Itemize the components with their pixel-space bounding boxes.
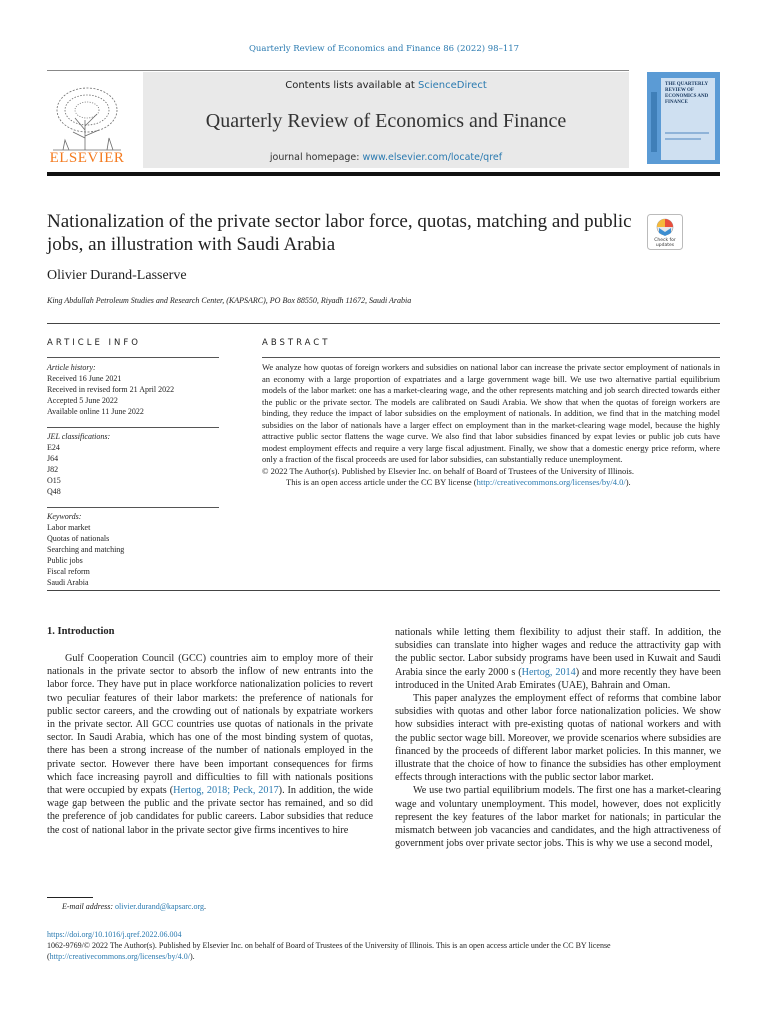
keyword-item: Saudi Arabia	[47, 578, 89, 587]
abstract-license	[286, 477, 720, 489]
keyword-item: Public jobs	[47, 556, 83, 565]
p1-text-b: ). In addition, the wide wage gap between the public and the private sector has remained, and so did the preference of job candidates for public careers. Labor subsidies that reduce the cost of national labor in the private sector give firms incentives to hire	[47, 785, 373, 836]
history-accepted: Accepted 5 June 2022	[47, 396, 118, 405]
journal-citation[interactable]: Quarterly Review of Economics and Finance 86 (2022) 98–117	[248, 44, 520, 54]
keywords-list	[47, 511, 219, 588]
footnote-rule	[47, 897, 93, 898]
doi-link[interactable]: https://doi.org/10.1016/j.qref.2022.06.004	[47, 930, 182, 939]
p1-cont-text-b: ) and more recently they have been introduced in the United Arab Emirates (UAE), Bahrain and Oman.	[395, 666, 722, 691]
issn-license-line	[47, 940, 720, 962]
body-column-left	[47, 652, 373, 837]
homepage-link[interactable]: www.elsevier.com/locate/qref	[362, 152, 503, 163]
abstract-text: We analyze how quotas of foreign workers and subsidies on national labor can increase the private sector employment of nationals in an economy with a large proportion of expatriates and a large government wage bill. We use two alternative partial equilibrium models of the labor market: one has a market-clearing wage, and the other represents matching and job search directed towards either the public or the private sector. The models are calibrated on Saudi Arabia. We show that when the quotas of foreign workers are binding, they reduce the impact of labor subsidies on the employment of nationals. In addition, we find that in the matching model subsidies on the labor of nationals have a larger effect on employment than in the market-clearing wage model, because the highly attractive public sector flattens the wage curve. We also find that labor subsidies financed by expat levies or public job cuts have modest employment effects and require a very large fiscal adjustment. Finally, we show that a domestic energy price reform, where only a fraction of the fiscal proceeds are used for labor subsidies, can substantially reduce unemployment.	[262, 362, 720, 464]
email-footnote	[62, 902, 206, 911]
section-rule	[47, 323, 720, 324]
abstract-heading: ABSTRACT	[262, 338, 331, 348]
jel-item: J82	[47, 465, 59, 474]
citation-hertog-peck[interactable]: Hertog, 2018; Peck, 2017	[173, 785, 279, 797]
keyword-item: Quotas of nationals	[47, 534, 110, 543]
contents-prefix: Contents lists available at	[285, 80, 415, 91]
author-name[interactable]: Olivier Durand-Lasserve	[47, 268, 187, 283]
author-affiliation: King Abdullah Petroleum Studies and Research Center, (KAPSARC), PO Box 88550, Riyadh 11672, Saudi Arabia	[47, 296, 412, 305]
jel-classifications	[47, 431, 219, 497]
license-suffix: ).	[625, 477, 631, 487]
jel-rule	[47, 427, 219, 428]
issn-suffix: ).	[189, 952, 195, 961]
issn-text: 1062-9769/© 2022 The Author(s). Published by Elsevier Inc. on behalf of Board of Trustees of the University of Illinois. This is an open access article under the CC BY license (	[47, 941, 611, 961]
cover-title: THE QUARTERLY REVIEW OF ECONOMICS AND FINANCE	[665, 82, 709, 105]
article-info-rule	[47, 357, 219, 358]
journal-title[interactable]: Quarterly Review of Economics and Finance	[205, 110, 567, 132]
jel-item: E24	[47, 443, 60, 452]
contents-line	[143, 80, 629, 91]
p1-text-a: Gulf Cooperation Council (GCC) countries aim to employ more of their nationals in the private sector to absorb the inflow of new entrants into the labor force. They have put in place workforce nationalization policies to revert two peculiar features of their labor markets: the preference of nationals for public sector careers, and the crowding out of nationals by expatriate workers in the private sector. All GCC countries use quotas of nationals in the private sector. In Saudi Arabia, which has one of the most binding system of quotas, there has been a strong increase of the number of nationals employed in the private sector. However there have been important consequences for firms which face increasing payroll and difficulties to fill with nationals positions that were occupied by expats (	[47, 653, 373, 797]
crossmark-label: Check for updates	[654, 238, 676, 248]
keyword-item: Fiscal reform	[47, 567, 90, 576]
email-suffix: .	[204, 902, 207, 911]
body-column-right	[395, 626, 721, 850]
jel-label: JEL classifications:	[47, 432, 111, 441]
history-received: Received 16 June 2021	[47, 374, 122, 383]
keyword-item: Labor market	[47, 523, 91, 532]
keyword-item: Searching and matching	[47, 545, 125, 554]
intro-paragraph-2: This paper analyzes the employment effect of reforms that combine labor subsidies with quotas and other labor force nationalization policies. We show how subsidies interact with pre-existing quotas of national workers and with the public sector wage bill. Moreover, we provide scenarios where subsidies are financed by the proceeds of different labor market policies. In this manner, we illustrate that the choice of how to finance the subsidies has other employment effects through interactions with the public sector labor market.	[395, 693, 721, 784]
history-revised: Received in revised form 21 April 2022	[47, 385, 175, 394]
footer-license-link[interactable]: http://creativecommons.org/licenses/by/4.0/	[49, 952, 190, 961]
copyright-text: © 2022 The Author(s). Published by Elsevier Inc. on behalf of Board of Trustees of the University of Illinois.	[262, 465, 634, 476]
article-title: Nationalization of the private sector labor force, quotas, matching and public jobs, an illustration with Saudi Arabia	[47, 211, 632, 255]
homepage-prefix: journal homepage:	[269, 152, 360, 163]
article-info-heading: ARTICLE INFO	[47, 338, 141, 348]
journal-homepage-line	[143, 152, 629, 163]
introduction-heading: 1. Introduction	[47, 626, 115, 637]
abstract-body	[262, 362, 720, 489]
journal-cover-image[interactable]	[647, 72, 720, 164]
history-online: Available online 11 June 2022	[47, 407, 144, 416]
author-email-link[interactable]: olivier.durand@kapsarc.org	[115, 902, 205, 911]
keywords-rule	[47, 507, 219, 508]
abstract-copyright	[262, 466, 720, 478]
email-label: E-mail address:	[62, 902, 114, 911]
header-top-rule	[47, 70, 629, 71]
sciencedirect-link[interactable]: ScienceDirect	[418, 80, 487, 91]
jel-item: J64	[47, 454, 59, 463]
p1-cont-text-a: nationals while letting them flexibility to adjust their staff. In addition, the subsidies can translate into higher wages and reduce the attractivity gap with the public sector. Labor subsidy programs have been used in Kuwait and Saudi Arabia since the early 2000 s (	[395, 627, 721, 678]
keywords-label: Keywords:	[47, 512, 82, 521]
citation-hertog-2014[interactable]: Hertog, 2014	[521, 666, 576, 678]
article-history	[47, 362, 219, 417]
jel-item: O15	[47, 476, 61, 485]
license-link[interactable]: http://creativecommons.org/licenses/by/4.0/	[476, 477, 626, 487]
intro-paragraph-1-continued	[395, 626, 721, 692]
article-info-bottom-rule	[47, 590, 720, 591]
crossmark-badge[interactable]	[647, 214, 683, 250]
abstract-rule	[262, 357, 720, 358]
jel-item: Q48	[47, 487, 61, 496]
intro-paragraph-1	[47, 652, 373, 837]
header-thick-rule	[47, 172, 720, 176]
history-label: Article history:	[47, 363, 96, 372]
elsevier-wordmark[interactable]: ELSEVIER	[49, 150, 125, 166]
intro-paragraph-3: We use two partial equilibrium models. The first one has a market-clearing wage and voluntary unemployment. This model, however, does not explicitly represent the key features of the labor market for nationals; in particular the mismatch between job vacancies and candidates, and the high attractiveness of government jobs over private sector jobs. This is why we use a second model,	[395, 785, 721, 850]
license-prefix: This is an open access article under the CC BY license (	[286, 477, 477, 487]
